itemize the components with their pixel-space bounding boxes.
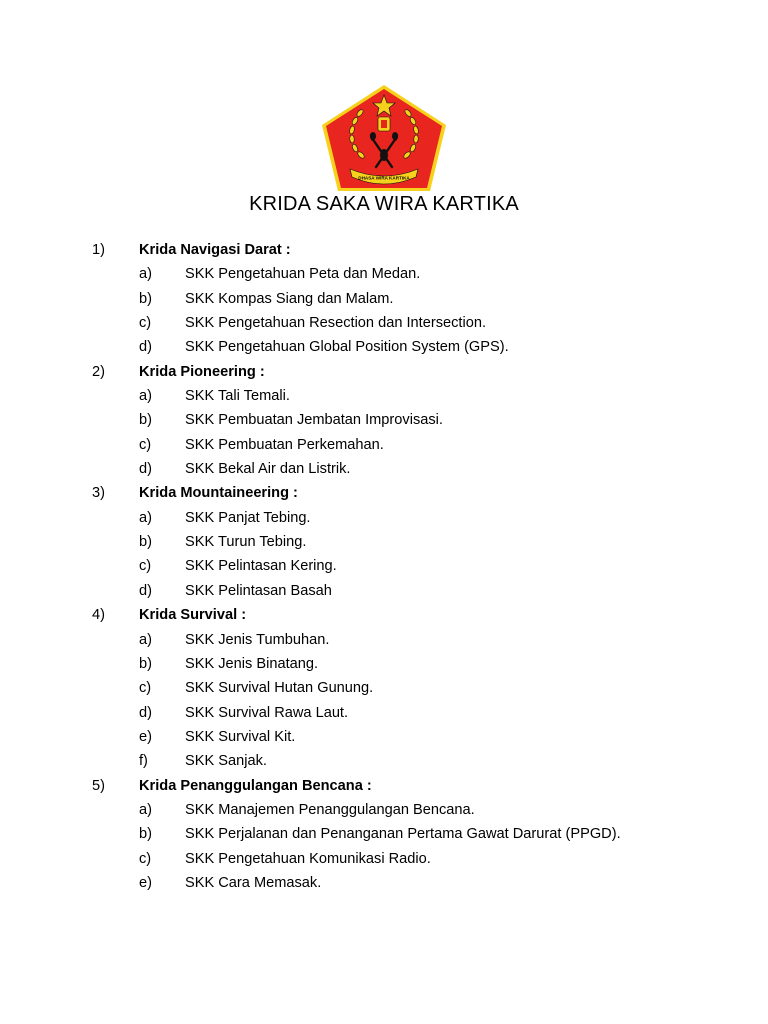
skk-item-row [0,824,768,848]
item-letter: e) [139,728,152,745]
item-text: SKK Panjat Tebing. [185,509,311,526]
document-title: KRIDA SAKA WIRA KARTIKA [249,193,519,215]
item-text: SKK Pembuatan Perkemahan. [185,436,384,453]
skk-item-row [0,581,768,605]
item-text: SKK Pelintasan Kering. [185,558,337,575]
item-text: SKK Pengetahuan Resection dan Intersection. [185,315,486,332]
section-heading-row [0,605,768,629]
item-letter: d) [139,582,152,599]
item-letter: b) [139,290,152,307]
item-text: SKK Pembuatan Jembatan Improvisasi. [185,412,443,429]
skk-item-row [0,313,768,337]
skk-item-row [0,289,768,313]
skk-item-row [0,386,768,410]
item-text: SKK Survival Hutan Gunung. [185,680,374,697]
item-letter: c) [139,680,152,697]
item-text: SKK Turun Tebing. [185,534,307,551]
item-text: SKK Sanjak. [185,753,267,770]
saka-wira-kartika-logo [320,83,448,193]
skk-item-row [0,556,768,580]
item-text: SKK Survival Rawa Laut. [185,704,349,721]
item-text: SKK Pengetahuan Peta dan Medan. [185,266,421,283]
item-text: SKK Bekal Air dan Listrik. [185,461,351,478]
section-heading: Krida Mountaineering : [139,485,298,502]
item-letter: d) [139,461,152,478]
section-number: 1) [92,242,105,258]
item-letter: c) [139,315,152,332]
item-text: SKK Manajemen Penanggulangan Bencana. [185,801,475,818]
section-number: 5) [92,777,105,794]
skk-item-row [0,435,768,459]
section-heading: Krida Survival : [139,607,247,624]
section-heading-row [0,776,768,800]
skk-item-row [0,751,768,775]
skk-item-row [0,873,768,897]
section-heading-row [0,362,768,386]
skk-item-row [0,630,768,654]
skk-item-row [0,849,768,873]
item-text: SKK Pelintasan Basah [185,582,332,599]
item-letter: a) [139,266,152,283]
skk-item-row [0,337,768,361]
item-letter: c) [139,558,152,575]
skk-item-row [0,678,768,702]
skk-item-row [0,703,768,727]
section-number: 2) [92,363,105,380]
skk-item-row [0,264,768,288]
skk-item-row [0,459,768,483]
item-text: SKK Kompas Siang dan Malam. [185,290,394,307]
item-letter: d) [139,339,152,356]
item-text: SKK Survival Kit. [185,728,296,745]
item-text: SKK Perjalanan dan Penanganan Pertama Gawat Darurat (PPGD). [185,826,621,843]
item-letter: c) [139,850,152,867]
skk-item-row [0,410,768,434]
section-heading-row [0,483,768,507]
item-text: SKK Tali Temali. [185,388,290,405]
logo-center-mark [380,149,388,161]
skk-item-row [0,800,768,824]
item-letter: b) [139,534,152,551]
section-heading-row [0,240,768,264]
section-number: 4) [92,607,105,624]
item-letter: c) [139,436,152,453]
skk-item-row [0,508,768,532]
item-letter: a) [139,801,152,818]
item-letter: e) [139,874,152,891]
skk-item-row [0,727,768,751]
item-letter: f) [139,753,148,770]
item-letter: b) [139,655,152,672]
item-letter: b) [139,412,152,429]
item-letter: a) [139,631,152,648]
item-text: SKK Cara Memasak. [185,874,322,891]
item-letter: d) [139,704,152,721]
section-heading: Krida Penanggulangan Bencana : [139,777,372,794]
section-heading: Krida Pioneering : [139,363,265,380]
item-text: SKK Jenis Binatang. [185,655,319,672]
skk-item-row [0,532,768,556]
section-heading: Krida Navigasi Darat : [139,242,291,258]
item-letter: a) [139,388,152,405]
krida-list [0,240,768,897]
item-letter: b) [139,826,152,843]
item-text: SKK Pengetahuan Global Position System (GPS). [185,339,509,356]
section-number: 3) [92,485,105,502]
item-letter: a) [139,509,152,526]
skk-item-row [0,654,768,678]
item-text: SKK Jenis Tumbuhan. [185,631,330,648]
logo-motto-text: DHASA WIRA KARTIKA [358,175,410,181]
item-text: SKK Pengetahuan Komunikasi Radio. [185,850,431,867]
